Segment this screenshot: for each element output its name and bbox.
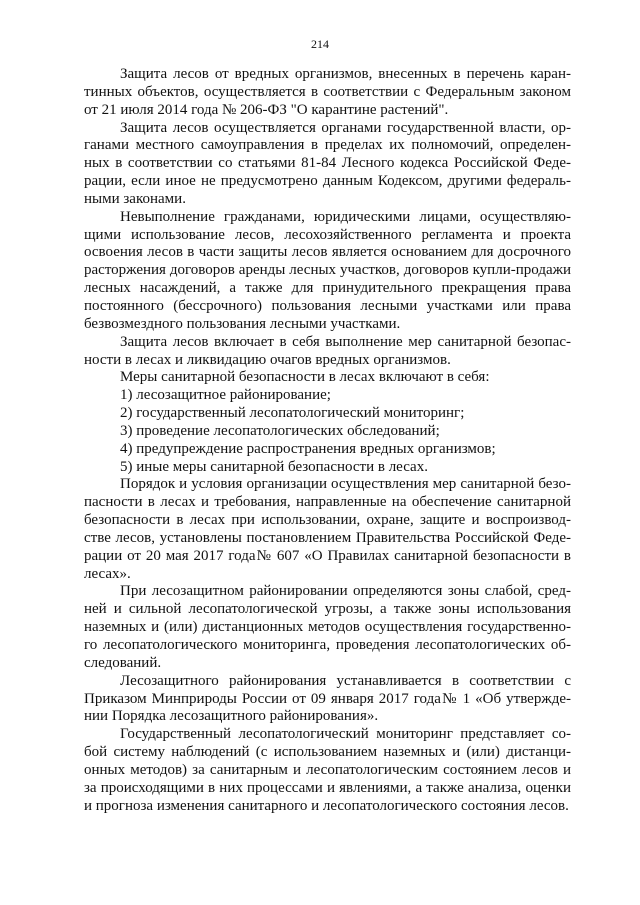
paragraph-sanitary-rules: Порядок и условия организации осуществления мер санитарной безопасности в лесах и требования, направленные на обеспечение санитарной безопасности в лесах при использовании, охране, защите и воспроизводстве лесов, установлены постановлением Правительства Российской Федерации от 20 мая 2017 года№ 607 «О Правилах санитарной безопасности в лесах». [84,476,571,582]
document-body [84,66,571,815]
paragraph-protection-scope: Защита лесов включает в себя выполнение мер санитарной безопасности в лесах и ликвидацию очагов вредных организмов. [84,333,571,368]
list-item-monitoring: 2) государственный лесопатологический мониторинг; [120,405,465,422]
list-item-zoning: 1) лесозащитное районирование; [120,387,331,404]
list-item-other-measures: 5) иные меры санитарной безопасности в лесах. [120,458,428,475]
page-number: 214 [311,37,329,51]
paragraph-state-monitoring: Государственный лесопатологический мониторинг представляет собой систему наблюдений (с использованием наземных и (или) дистанционных методов) за санитарным и лесопатологическим состоянием лесов и за происходящими в них процессами и явлениями, а также анализа, оценки и прогноза изменения санитарного и лесопатологического состояния лесов. [84,726,571,814]
paragraph-zoning-order: Лесозащитного районирования устанавливается в соответствии с Приказом Минприроды России от 09 января 2017 года№ 1 «Об утверждении Порядка лесозащитного районирования». [84,672,571,725]
list-item-surveys: 3) проведение лесопатологических обследований; [120,422,440,439]
list-item-prevention: 4) предупреждение распространения вредных организмов; [120,440,496,457]
paragraph-threat-zones: При лесозащитном районировании определяются зоны слабой, средней и сильной лесопатологической угрозы, а также зоны использования наземных и (или) дистанционных методов осуществления государственного лесопатологического мониторинга, проведения лесопатологических обследований. [84,583,571,671]
paragraph-authorities: Защита лесов осуществляется органами государственной власти, органами местного самоуправления в пределах их полномочий, определенных в соответствии со статьями 81-84 Лесного кодекса Российской Федерации, если иное не предусмотрено данным Кодексом, другими федеральными законами. [84,119,571,207]
paragraph-quarantine-pests: Защита лесов от вредных организмов, внесенных в перечень карантинных объектов, осуществляется в соответствии с Федеральным законом от 21 июля 2014 года № 206-ФЗ "О карантине растений". [84,66,571,118]
paragraph-measures-intro: Меры санитарной безопасности в лесах включают в себя: [120,369,490,386]
paragraph-contract-termination: Невыполнение гражданами, юридическими лицами, осуществляющими использование лесов, лесохозяйственного регламента и проекта освоения лесов в части защиты лесов является основанием для досрочного расторжения договоров аренды лесных участков, договоров купли-продажи лесных насаждений, а также для принудительного прекращения права постоянного (бессрочного) пользования лесными участками или права безвозмездного пользования лесными участками. [84,208,571,332]
